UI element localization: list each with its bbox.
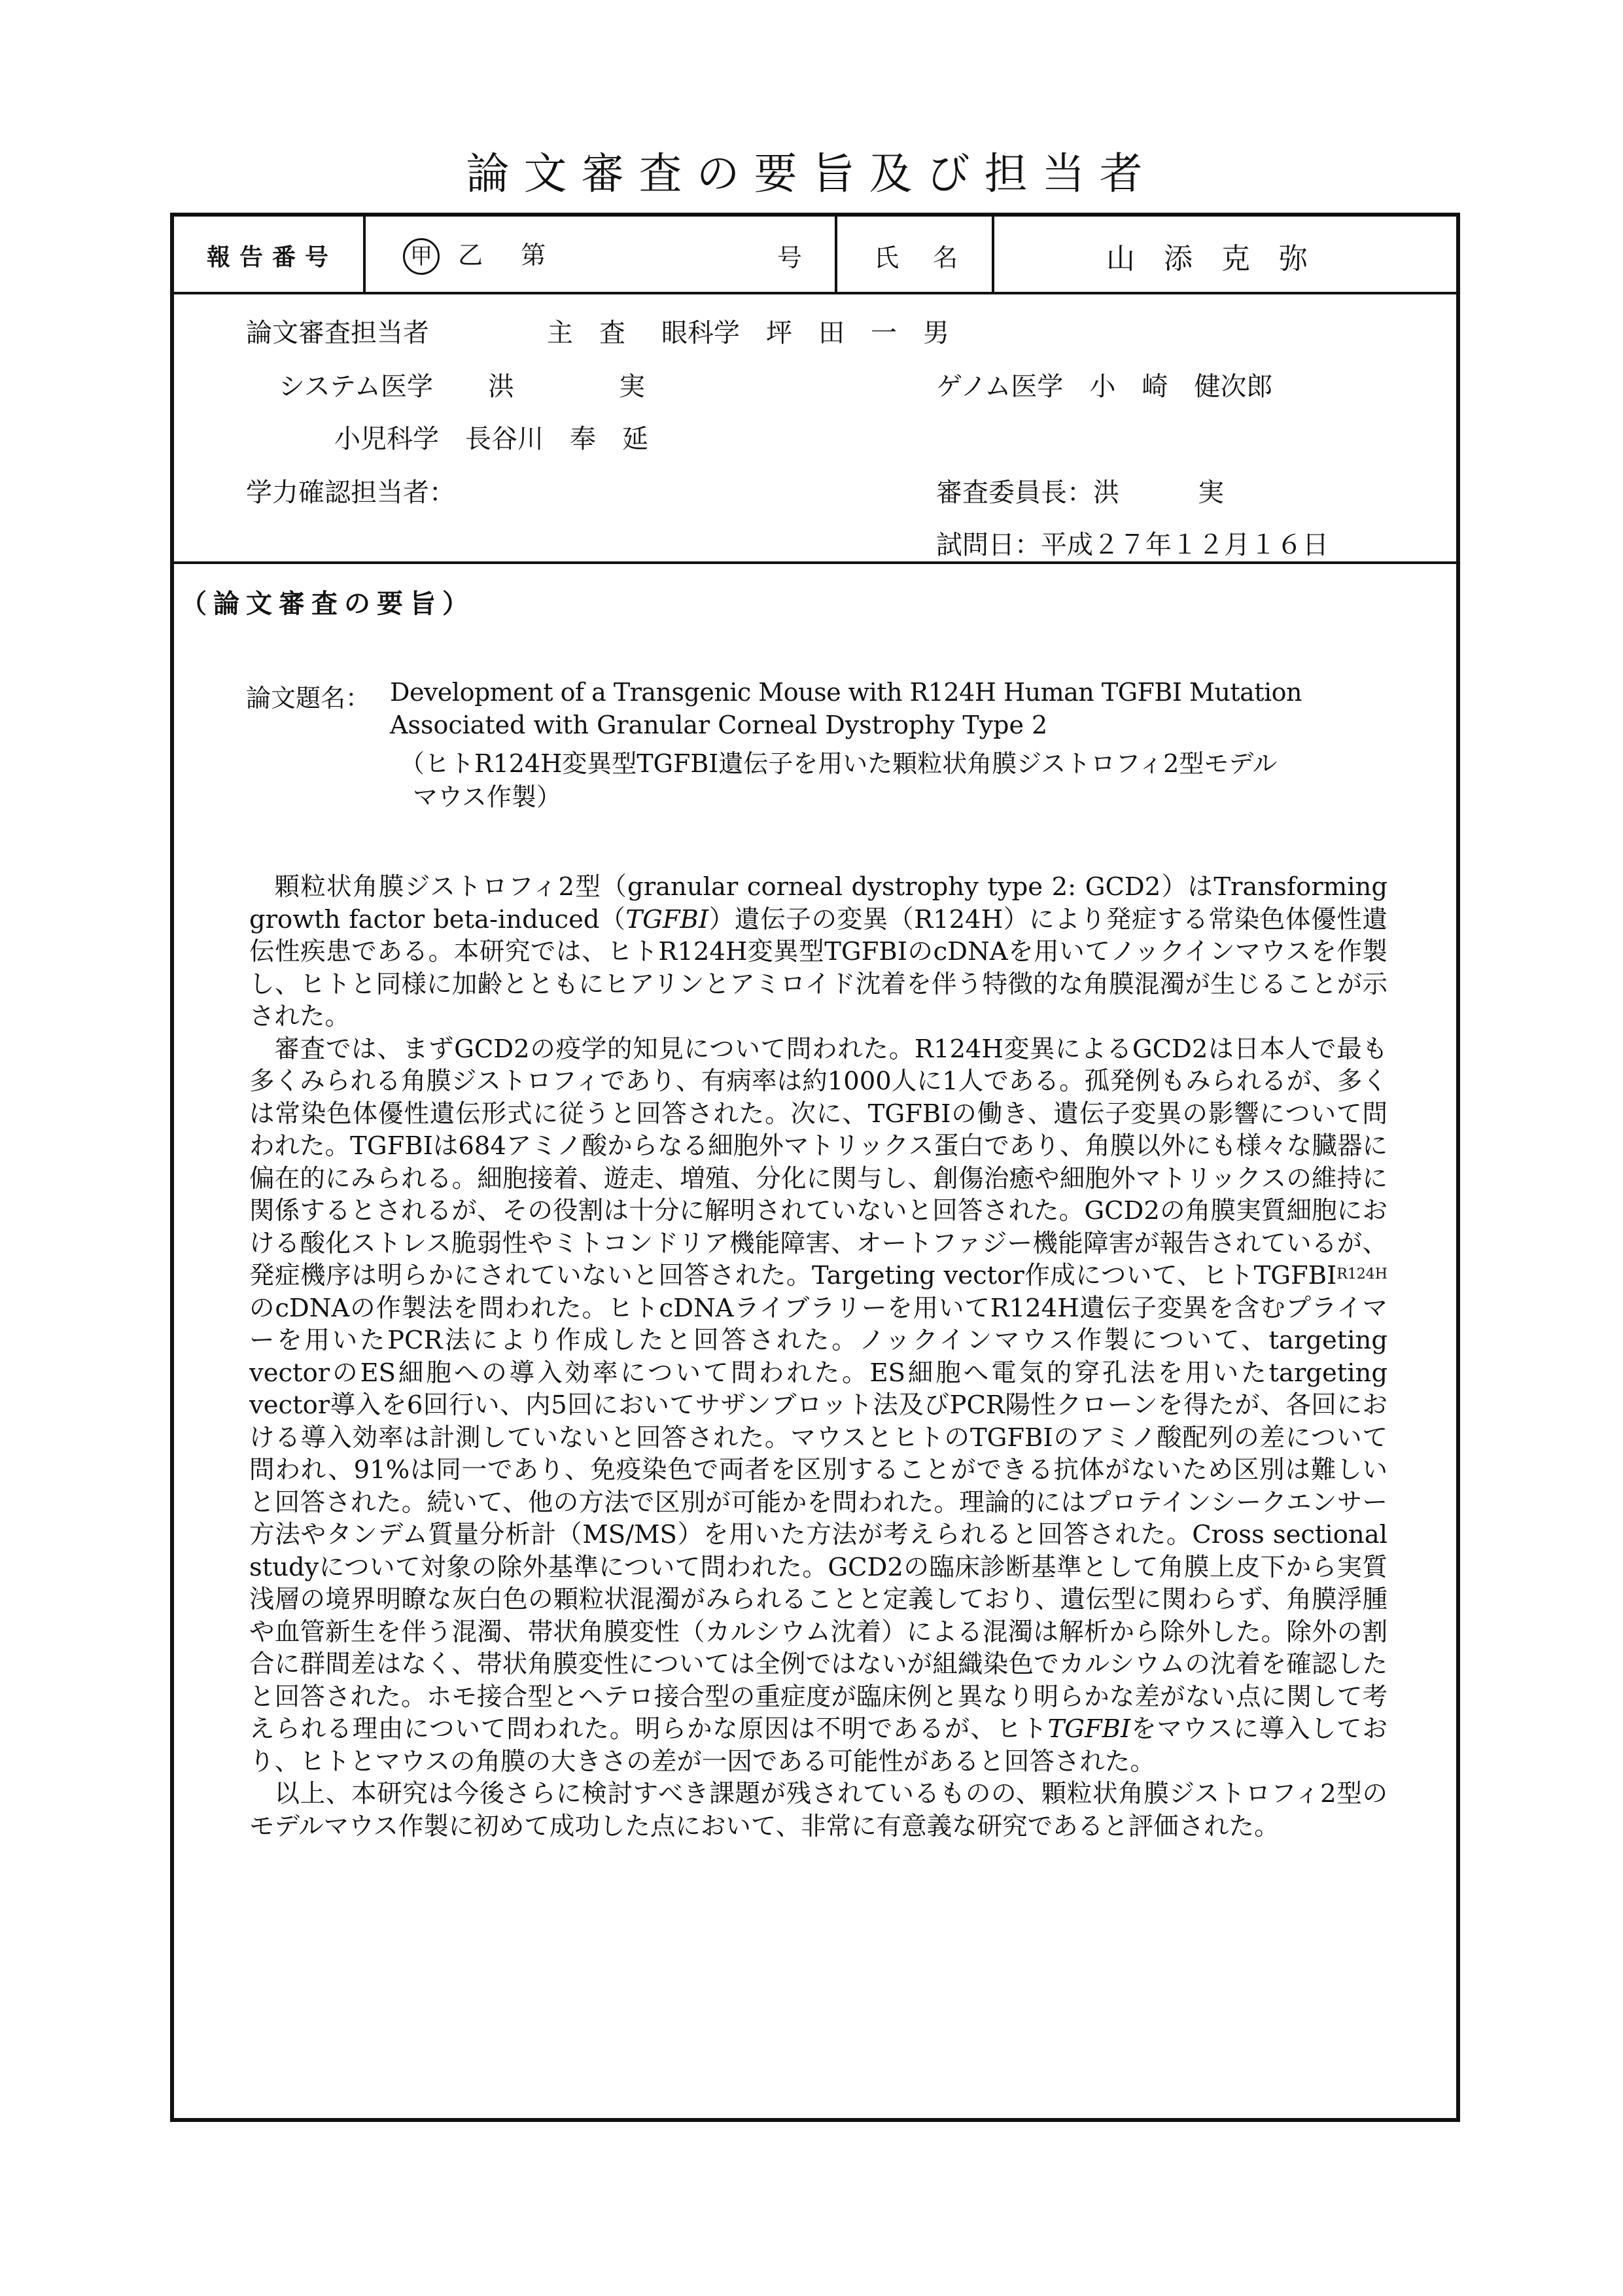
name-label-2: 名 <box>933 243 958 272</box>
chief-reviewer: 眼科学 坪 田 一 男 <box>661 318 949 348</box>
reviewer-2: ゲノム医学 小 崎 健次郎 <box>936 372 1273 402</box>
gou-label: 号 <box>777 243 803 272</box>
thesis-title-en-2: Associated with Granular Corneal Dystrophy Type 2 <box>390 711 1048 739</box>
reviewer-1-name: 洪 実 <box>488 372 645 402</box>
student-name: 山 添 克 弥 <box>1106 242 1308 275</box>
summary-paragraph-1: 顆粒状角膜ジストロフィ2型（granular corneal dystrophy type 2: GCD2）はTransforming growth factor beta-induced（TGFBI）遺伝子の変異（R124H）により発症する常染色体優性遺伝性疾患である。本研究では、ヒトR124H変異型TGFBIのcDNAを用いてノックインマウスを作製し、ヒトと同様に加齢とともにヒアリンとアミロイド沈着を伴う特徴的な角膜混濁が生じることが示された。 <box>249 872 1387 1031</box>
exam-date: 試問日：平成２７年１２月１６日 <box>936 530 1329 560</box>
reviewer-1-dept: システム医学 <box>279 372 433 402</box>
name-label-1: 氏 <box>874 243 899 272</box>
thesis-title-label: 論文題名： <box>246 684 371 713</box>
kou-circled: 甲 <box>403 238 440 275</box>
summary-body <box>249 871 1387 1843</box>
committee-chair: 審査委員長：洪 実 <box>936 478 1224 508</box>
reviewer-3: 小児科学 長谷川 奉 延 <box>334 424 648 454</box>
divider <box>174 561 1456 564</box>
section-heading: （論文審査の要旨） <box>181 589 475 619</box>
divider <box>174 292 1456 294</box>
thesis-title-ja-1: （ヒトR124H変異型TGFBI遺伝子を用いた顆粒状角膜ジストロフィ2型モデル <box>400 749 1278 778</box>
review-form-frame <box>170 213 1460 2122</box>
thesis-title-ja-2: マウス作製） <box>413 783 561 811</box>
chief-role: 主 査 <box>547 318 625 348</box>
dai-label: 第 <box>521 241 546 270</box>
divider <box>363 217 366 292</box>
ability-confirm-label: 学力確認担当者： <box>246 478 455 508</box>
summary-paragraph-2: 審査では、まずGCD2の疫学的知見について問われた。R124H変異によるGCD2は日本人で最も多くみられる角膜ジストロフィであり、有病率は約1000人に1人である。孤発例もみられるが、多くは常染色体優性遺伝形式に従うと回答された。次に、TGFBIの働き、遺伝子変異の影響について問われた。TGFBIは684アミノ酸からなる細胞外マトリックス蛋白であり、角膜以外にも様々な臓器に偏在的にみられる。細胞接着、遊走、増殖、分化に関与し、創傷治癒や細胞外マトリックスの維持に関係するとされるが、その役割は十分に解明されていないと回答された。GCD2の角膜実質細胞における酸化ストレス脆弱性やミトコンドリア機能障害、オートファジー機能障害が報告されているが、発症機序は明らかにされていないと回答された。Targeting vector作成について、ヒト$TGFBI^{R124H}$のcDNAの作製法を問われた。ヒトcDNAライブラリーを用いてR124H遺伝子変異を含むプライマーを用いたPCR法により作成したと回答された。ノックインマウス作製について、targeting vectorのES細胞への導入効率について問われた。ES細胞へ電気的穿孔法を用いたtargeting vector導入を6回行い、内5回においてサザンブロット法及びPCR陽性クローンを得たが、各回における導入効率は計測していないと回答された。マウスとヒトのTGFBIのアミノ酸配列の差について問われ、91%は同一であり、免疫染色で両者を区別することができる抗体がないため区別は難しいと回答された。続いて、他の方法で区別が可能かを問われた。理論的にはプロテインシークエンサー方法やタンデム質量分析計（MS/MS）を用いた方法が考えられると回答された。Cross sectional studyについて対象の除外基準について問われた。GCD2の臨床診断基準として角膜上皮下から実質浅層の境界明瞭な灰白色の顆粒状混濁がみられることと定義しており、遺伝型に関わらず、角膜浮腫や血管新生を伴う混濁、帯状角膜変性（カルシウム沈着）による混濁は解析から除外した。除外の割合に群間差はなく、帯状角膜変性については全例ではないが組織染色でカルシウムの沈着を確認したと回答された。ホモ接合型とヘテロ接合型の重症度が臨床例と異なり明らかな差がない点に関して考えられる理由について問われた。明らかな原因は不明であるが、ヒトTGFBIをマウスに導入しており、ヒトとマウスの角膜の大きさの差が一因である可能性があると回答された。 <box>249 1034 1387 1776</box>
reviewers-label: 論文審査担当者 <box>246 318 429 348</box>
thesis-title-en-1: Development of a Transgenic Mouse with R124H Human TGFBI Mutation <box>390 678 1302 707</box>
divider <box>835 217 837 292</box>
otsu-label: 乙 <box>458 241 483 270</box>
report-number-label: 報告番号 <box>207 244 338 271</box>
document-title: 論文審査の要旨及び担当者 <box>466 149 1157 199</box>
report-kind <box>403 235 546 275</box>
divider <box>992 217 994 292</box>
summary-paragraph-3: 以上、本研究は今後さらに検討すべき課題が残されているものの、顆粒状角膜ジストロフィ2型のモデルマウス作製に初めて成功した点において、非常に有意義な研究であると評価された。 <box>249 1779 1387 1841</box>
